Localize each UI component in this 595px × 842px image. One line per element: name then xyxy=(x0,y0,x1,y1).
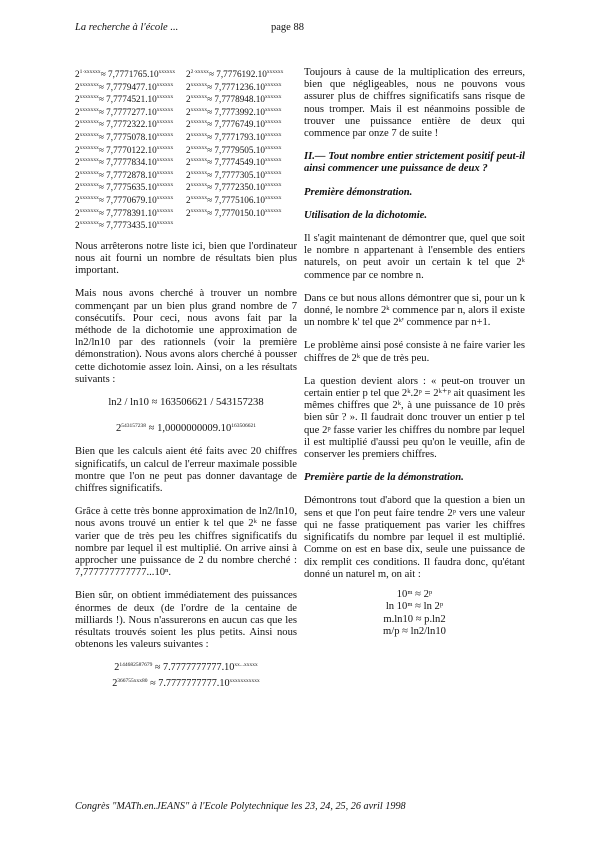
paragraph: Le problème ainsi posé consiste à ne faire varier les chiffres de 2ᵏ que de très peu. xyxy=(304,340,525,364)
power-entry: $2^{xxxxxxx}\approx 7,7773435.10^{xxxxxx}$ xyxy=(75,220,174,231)
powers-row xyxy=(75,117,297,130)
power-entry: $2^{xxxxxxx}\approx 7,7777834.10^{xxxxxx}$ xyxy=(75,157,174,168)
power-entry: $2^{xxxxxxx}\approx 7,7777277.10^{xxxxxx}$ xyxy=(75,106,174,117)
paragraph: Bien sûr, on obtient immédiatement des puissances énormes de deux (de l'ordre de la centaine de milliards !). Nous n'assurerons en aucun cas que les résultats trouvés soient les plus petits. Ainsi nous obtenons les valeurs suivantes : xyxy=(75,590,297,651)
paragraph: Grâce à cette très bonne approximation de ln2/ln10, nous avons trouvé un entier k tel que 2ᵏ ne fasse varier que de très peu les chiffres significatifs du nombre par lequel il est multiplié. On arrive ainsi à approcher une puissance de 2 du nombre cherché : 7,777777777777...10ⁿ. xyxy=(75,506,297,579)
section-heading: II.— Tout nombre entier strictement positif peut-il ainsi commencer une puissance de deux ? xyxy=(304,151,525,175)
power-entry: $2^{xxxxxxx}\approx 7,7779477.10^{xxxxxx}$ xyxy=(75,81,174,92)
paragraph: Nous arrêterons notre liste ici, bien que l'ordinateur nous ait fourni un nombre de résultats bien plus important. xyxy=(75,240,297,277)
power-entry: $2^{xxxxxx}\approx 7,7771793.10^{xxxxxx}$ xyxy=(186,131,282,142)
powers-row xyxy=(75,130,297,143)
result-power-1: $2^{144682587679} \approx 7.7777777777.10^{xx...xxxxx}$ xyxy=(114,662,258,674)
power-entry: $2^{1\cdot xxxxxx}\approx 7,7771765.10^{xxxxxx}$ xyxy=(75,69,176,79)
page-number: page 88 xyxy=(271,22,304,33)
paragraph: Bien que les calculs aient été faits avec 20 chiffres significatifs, un calcul de l'erreur maximale possible montre que l'on ne peut pas donner davantage de chiffres significatifs. xyxy=(75,446,297,494)
power-entry: $2^{xxxxxx}\approx 7,7775106.10^{xxxxxx}$ xyxy=(186,194,282,205)
powers-row xyxy=(75,105,297,118)
paragraph: La question devient alors : « peut-on trouver un certain entier p tel que 2ᵏ.2ᵖ = 2ᵏ⁺ᵖ ait quasiment les mêmes chiffres que 2ᵏ, à une puissance de 10 près bien sûr ? ». Il faudrait donc trouver un entier p tel que 2ᵖ fasse varier les chiffres du nombre par lequel il est multiplié d'aussi peu qu'on le veuille, afin de conserver les premiers chiffres. xyxy=(304,375,525,461)
powers-row xyxy=(75,92,297,105)
power-entry: $2^{xxxxxx}\approx 7,7774549.10^{xxxxxx}$ xyxy=(186,157,282,168)
paragraph: Démontrons tout d'abord que la question a bien un sens et que l'on peut faire tendre 2ᵖ vers une valeur qui ne fasse pratiquement pas varier les chiffres significatifs du nombre par lequel il est multiplié. Comme on est en base dix, seule une puissance de dix remplit ces conditions. Il faudra donc, qu'étant donné un naturel m, on ait : xyxy=(304,495,525,580)
math-line: m.ln10 ≈ p.ln2 xyxy=(383,613,446,625)
powers-row xyxy=(75,168,297,181)
powers-row xyxy=(75,80,297,93)
power-entry: $2^{xxxxxx}\approx 7,7770150.10^{xxxxxx}$ xyxy=(186,207,282,218)
page-header xyxy=(75,22,525,36)
power-entry: $2^{xxxxxx}\approx 7,7773992.10^{xxxxxx}$ xyxy=(186,106,282,117)
power-entry: $2^{xxxxxx}\approx 7,7777305.10^{xxxxxx}$ xyxy=(186,169,282,180)
page-footer: Congrès "MATh.en.JEANS" à l'Ecole Polytechnique les 23, 24, 25, 26 avril 1998 xyxy=(75,801,406,812)
powers-row xyxy=(75,67,297,80)
paragraph: Il s'agit maintenant de démontrer que, quel que soit le nombre n appartenant à l'ensemble des entiers naturels, on peut avoir un certain k tel que 2ᵏ commence par ce nombre n. xyxy=(304,233,525,281)
result-power-2: $2^{366755xxx80} \approx 7.7777777777.10^{xxxxxxxxxxx}$ xyxy=(112,677,260,689)
power-entry: $2^{xxxxxxx}\approx 7,7772878.10^{xxxxxx}$ xyxy=(75,169,174,180)
powers-row xyxy=(75,180,297,193)
formula-approximation: ln2 / ln10 ≈ 163506621 / 543157238 xyxy=(108,396,264,408)
power-entry: $2^{xxxxxxx}\approx 7,7772322.10^{xxxxxx}$ xyxy=(75,119,174,130)
powers-table xyxy=(75,67,297,231)
powers-row xyxy=(75,193,297,206)
running-title: La recherche à l'école ... xyxy=(75,22,179,33)
power-entry: $2^{xxxxxx}\approx 7,7771236.10^{xxxxxx}$ xyxy=(186,81,282,92)
formula-power: $2^{543157238} \approx 1,0000000009.10^{163506621}$ xyxy=(115,423,257,435)
power-entry: $2^{xxxxxx}\approx 7,7778948.10^{xxxxxx}$ xyxy=(186,94,282,105)
math-line: 10ᵐ ≈ 2ᵖ xyxy=(396,588,433,600)
math-derivation xyxy=(304,589,525,639)
power-entry: $2^{xxxxxxx}\approx 7,7778391.10^{xxxxxx}$ xyxy=(75,207,174,218)
power-entry: $2^{xxxxxxx}\approx 7,7775078.10^{xxxxxx}$ xyxy=(75,131,174,142)
powers-row xyxy=(75,143,297,156)
subsection-subtitle: Utilisation de la dichotomie. xyxy=(304,209,428,221)
right-column xyxy=(304,67,525,639)
paragraph: Dans ce but nous allons démontrer que si, pour un k donné, le nombre 2ᵏ commence par n, alors il existe un nombre k' tel que 2ᵏ' commence par n+1. xyxy=(304,292,525,329)
powers-row xyxy=(75,155,297,168)
paragraph: Mais nous avons cherché à trouver un nombre commençant par un bien plus grand nombre de 7 consécutifs. Pour ceci, nous avons fait par la méthode de la dichotomie une approximation de ln2/ln10 par des rationnels (voir la première démonstration). Nous avons alors cherché à pousser cette dichotomie assez loin. Ainsi, on a les résultats suivants : xyxy=(75,288,297,385)
part-heading: Première partie de la démonstration. xyxy=(304,472,464,484)
power-entry: $2^{xxxxxxx}\approx 7,7770122.10^{xxxxxx}$ xyxy=(75,144,174,155)
powers-row xyxy=(75,206,297,219)
power-entry: $2^{2\cdot xxxxx}\approx 7,7776192.10^{xxxxxx}$ xyxy=(186,69,284,79)
math-line: ln 10ᵐ ≈ ln 2ᵖ xyxy=(385,601,444,613)
math-line: m/p ≈ ln2/ln10 xyxy=(383,626,446,638)
powers-row xyxy=(75,218,297,231)
paragraph: Toujours à cause de la multiplication des erreurs, bien que négligeables, nous ne pouvons vous assurer plus de chiffres significatifs sans risque de nous tromper. Mais il est néanmoins possible de trouver une puissance entière de deux qui commence par onze 7 de suite ! xyxy=(304,67,525,140)
power-entry: $2^{xxxxxxx}\approx 7,7774521.10^{xxxxxx}$ xyxy=(75,94,174,105)
power-entry: $2^{xxxxxx}\approx 7,7772350.10^{xxxxxx}$ xyxy=(186,182,282,193)
power-entry: $2^{xxxxxx}\approx 7,7776749.10^{xxxxxx}$ xyxy=(186,119,282,130)
left-column xyxy=(75,67,297,690)
power-entry: $2^{xxxxxx}\approx 7,7779505.10^{xxxxxx}$ xyxy=(186,144,282,155)
power-entry: $2^{xxxxxxx}\approx 7,7775635.10^{xxxxxx}$ xyxy=(75,182,174,193)
subsection-title: Première démonstration. xyxy=(304,186,413,198)
power-entry: $2^{xxxxxxx}\approx 7,7770679.10^{xxxxxx}$ xyxy=(75,194,174,205)
